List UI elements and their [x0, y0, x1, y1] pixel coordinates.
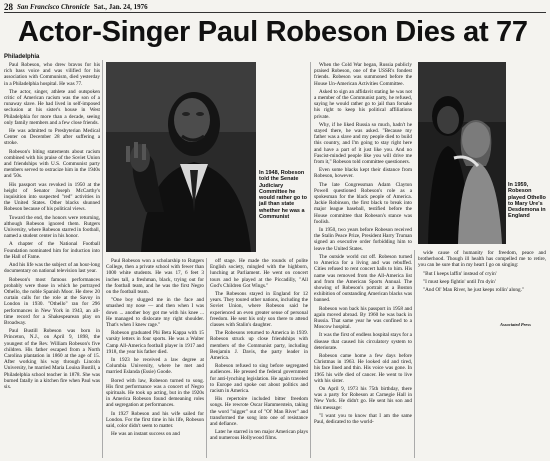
article-paragraph: And his life was the subject of an hour-long documentary on national television last year. [4, 262, 100, 275]
article-paragraph: Paul Robeson won a scholarship to Rutgers College, then a private school with fewer than 1000 white students. He was 17, 6 feet 3 inches tall, a freshman, black, trying out for the football team, and he was the first Negro on the football team. [106, 258, 204, 296]
article-paragraph: Robeson came home a few days before Christmas in 1963. He looked old and tired, his face lined and thin. His voice was gone. In 1965 his wife died of cancer. He went to live with his sister. [314, 352, 412, 384]
article-paragraph: Robeson won back his passport in 1958 and again moved abroad. By 1960 he was back in Russia. That same year he was confined to a Moscow hospital. [314, 305, 412, 331]
photo-credit: Associated Press [500, 322, 531, 327]
dateline: Philadelphia [4, 54, 40, 60]
column-divider [414, 250, 415, 458]
article-paragraph: The actor, singer, athlete and outspoken critic of American racism was the son of a runaway slave. He had lived in self-imposed seclusion at his sister's house in West Philadelphia for more than a decade, seeing only family members and a few close friends. [4, 88, 100, 126]
article-paragraph: The outside world cut off. Robeson turned to America for a living and was rebuffed. Cities refused to rent concert halls to him. His name was removed from the All-America list and from the American Sports Annual. The showing of Robeson's portrait at a Boston exhibition of outstanding American blacks was banned. [314, 253, 412, 304]
othello-1959-photo [418, 62, 506, 244]
issue-date: Sat., Jan. 24, 1976 [93, 3, 148, 11]
article-paragraph: Robeson's biting statements about racism combined with his praise of the Soviet Union and friendships with U.S. Communist party members served to ostracize him in the 1940s and '50s. [4, 148, 100, 180]
article-paragraph: "But I keeps laffin' instead of cryin' [423, 270, 497, 277]
robeson-1948-photo [106, 62, 256, 252]
article-paragraph: In 1927 Robeson and his wife sailed for London. For the first time in his life, Robeson said, color didn't seem to matter. [106, 410, 204, 430]
article-paragraph: wide cause of humanity for freedom, peace and brotherhood. Though ill health has compelled me to retire, you can be sure that in my heart I go on singing: [418, 250, 546, 269]
column-divider [310, 62, 311, 458]
article-paragraph: The Robesons stayed in England for 12 years. They toured other nations, including the Soviet Union, where Robeson said he experienced an even greater sense of personal freedom. He sent his only son there to attend classes with Stalin's daughter. [210, 291, 308, 329]
article-column-4 [314, 62, 412, 459]
article-paragraph: In 1950, two years before Robeson received the Stalin Peace Prize, President Harry Truman signed an executive order forbidding him to leave the United States. [314, 227, 412, 252]
article-paragraph: "One boy slugged me in the face and smashed my nose — and then when I was down ... another boy got me with his knee ... He managed to dislocate my right shoulder. That's when I knew rage." [106, 297, 204, 329]
article-paragraph: Robeson's most famous performances probably were those in which he portrayed Othello, the noble Spanish Moor. He drew 20 curtain calls for the role at the Savoy in London in 1930. "Othello" ran for 296 performances in New York in 1943, an all-time record for a Shakespearean play on Broadway. [4, 276, 100, 326]
article-paragraph: Robeson refused to sing before segregated audiences. He pressed the federal government for anti-lynching legislation. He again traveled to Europe and spoke out about politics and racism in America. [210, 363, 308, 395]
article-paragraph: A chapter of the National Football Foundation nominated him for induction into the Hall of Fame. [4, 241, 100, 260]
article-paragraph: He was admitted to Presbyterian Medical Center on December 28 after suffering a stroke. [4, 128, 100, 147]
masthead-rule [4, 12, 546, 13]
article-paragraph: Why, if he liked Russia so much, hadn't he stayed there, he was asked. "Because my father was a slave and my people died to build this country, and I'm going to stay right here and have a part of it just like you. And no Fascist-minded people like you will drive me from it," Robeson told committee questioners. [314, 121, 412, 166]
article-paragraph: On April 9, 1973 his 75th birthday, there was a party for Robeson at Carnegie Hall in New York. He didn't go. He sent his son and this message: [314, 385, 412, 411]
article-column-1 [4, 62, 100, 459]
article-paragraph: His repertoire included bitter freedom songs. He rewrote Oscar Hammerstein, taking the word "nigger" out of "Ol' Man River" and transformed the song into one of resistance and defiance. [210, 396, 308, 428]
article-paragraph: "And Ol' Man River, he just keeps rollin' along." [423, 287, 524, 294]
article-column-3 [210, 258, 308, 459]
article-paragraph: He was an instant success on and [111, 431, 180, 438]
article-paragraph: When the Cold War began, Russia publicly praised Robeson, one of the USSR's fondest friends. Robeson was summoned before the House Un-American Activities Committee. [314, 62, 412, 87]
article-paragraph: Bored with law, Robeson turned to song. His first performance was a concert of Negro spirituals. He took up acting, but in the 1920s in America Robeson found demeaning roles and segregation at performances. [106, 377, 204, 409]
column-divider [206, 258, 207, 458]
article-paragraph: "I must keep fightin' until I'm dyin' [423, 278, 496, 285]
page-number: 28 [4, 2, 13, 12]
headline: Actor-Singer Paul Robeson Dies at 77 [18, 16, 528, 48]
article-column-2 [106, 258, 204, 459]
article-paragraph: Paul Bustill Robeson was born in Princeton, N.J., on April 9, 1898, the youngest of the Rev. William Robeson's five children. His father escaped from a North Carolina plantation in 1860 at the age of 15. After working his way through Lincoln University, he married Maria Louisa Bustill, a Philadelphia school teacher in 1878. She was burned fatally in a kitchen fire when Paul was six. [4, 328, 100, 390]
photo-2-caption: In 1959, Robeson played Othello to Mary Ure's Desdemona in England [508, 182, 546, 220]
portrait-photo-icon [106, 62, 256, 252]
article-paragraph: Later he starred in ten major American plays and numerous Hollywood films. [210, 429, 308, 442]
article-column-5 [418, 250, 546, 320]
column-divider [102, 60, 103, 458]
article-paragraph: In 1923 he received a law degree at Columbia University, where he met and married Eslanda (Essie) Goode. [106, 357, 204, 376]
article-paragraph: Toward the end, the honors were returning, although Robeson ignored them. Rutgers University, where Robeson starred in football, named a student center in his honor. [4, 214, 100, 240]
article-paragraph: The late Congressman Adam Clayton Powell questioned Robeson's role as a spokesman for the black people of America. Jackie Robinson, the first black to break into major league baseball, testified before the House committee that Robeson's stance was foolish. [314, 181, 412, 225]
article-paragraph: off stage. He made the rounds of polite English society, mingled with the highborn, lunching at Parliament. He went on concert tours and he played at the Piccadilly, "All God's Children Got Wings." [210, 258, 308, 289]
article-paragraph: Even some blacks kept their distance from Robeson, however. [314, 167, 412, 180]
article-paragraph: His passport was revoked in 1950 at the height of Senator Joseph McCarthy's inquisition into suspected "red" activities in the United States. Other blacks shunned Robeson because of his political views. [4, 181, 100, 213]
masthead [4, 2, 148, 12]
article-paragraph: Paul Robeson, who drew bravos for his rich bass voice and was vilified for his association with Communism, died yesterday in a Philadelphia hospital. He was 77. [4, 62, 100, 87]
portrait-photo-icon [418, 62, 506, 244]
article-paragraph: Asked to sign an affidavit stating he was not a member of the Communist party, he refused, saying he would rather go to jail than forsake his right to keep his political affiliations private. [314, 88, 412, 120]
publication-name: San Francisco Chronicle [17, 3, 90, 11]
article-paragraph: The Robesons returned to America in 1939. Robeson struck up close friendships with members of the Communist party, including Benjamin J. Davis, the party leader in America. [210, 330, 308, 362]
article-paragraph: It was the first of endless hospital stays for a disease that caused his circulatory system to deteriorate. [314, 332, 412, 351]
article-paragraph: "I want you to know that I am the same Paul, dedicated to the world- [314, 412, 412, 425]
photo-1-caption: In 1948, Robeson told the Senate Judiciary Committee he would rather go to jail than state whether he was a Communist [259, 170, 307, 221]
article-paragraph: Robeson graduated Phi Beta Kappa with 15 varsity letters in four sports. He was a Walter Camp All-America football player in 1917 and 1918, the year his father died. [106, 330, 204, 355]
